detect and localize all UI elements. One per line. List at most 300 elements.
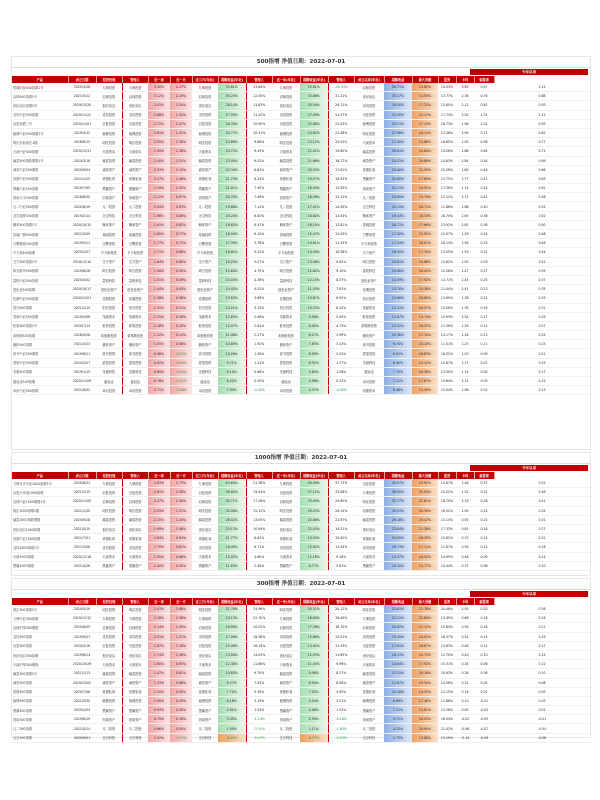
table-cell: 衍复指增三号 [12,119,68,128]
table-cell: 1.56% [246,349,272,358]
table-cell: 0.08 [474,660,494,669]
table-cell: 诚奇中证500增强 [12,165,68,174]
table-cell: 量锐科技 [354,266,384,275]
table-cell: 启林投资 [122,92,148,101]
table-cell: 0.37 [474,479,494,488]
table-cell: 0.21 [474,515,494,524]
table-cell: 龙旗科技 [122,367,148,376]
table-cell: 佳期投资 [122,294,148,303]
table-cell: 因诺资产 [96,715,122,724]
table-cell: 11.45% [300,660,328,669]
table-cell: 21.38% [246,479,272,488]
table-cell: 17.36% [300,623,328,632]
table-cell: 乾象投资 [354,312,384,321]
table-cell: 衍复投资 [272,641,300,650]
table-cell: 衍复投资 [192,488,218,497]
table-cell: 16.80% [412,294,438,303]
table-cell: 24.31% [384,156,412,165]
table-cell: 诚奇资产 [122,165,148,174]
table-cell: 0.94% [170,534,192,543]
table-cell: 鸣石投资 [354,257,384,266]
table-cell: 0.52 [494,479,590,488]
table-cell: 27.13% [412,119,438,128]
table-cell: 1.40% [148,561,170,570]
table-cell: 0.66% [170,248,192,257]
table-cell: 1.58% [148,266,170,275]
table-cell: 2020/8/05 [68,623,96,632]
table-cell: -0.03 [474,706,494,715]
table-cell: 18.38% [246,632,272,641]
table-cell: 2019/12/31 [68,147,96,156]
table-cell: 22.45% [300,524,328,533]
table-cell: 念空科技 [354,202,384,211]
table-cell: 0.14 [474,632,494,641]
table-cell: 0.07 [474,358,494,367]
table-cell: 9.70% [246,669,272,678]
table-cell: 诚奇资产 [122,678,148,687]
table-cell: 27.09% [300,110,328,119]
table-cell: 2.19% [148,184,170,193]
table-cell: 0.15 [474,321,494,330]
table-cell: 16.70% [328,623,354,632]
table-cell: 26.18% [384,515,412,524]
table-cell: 0.55% [170,561,192,570]
table-cell: 0.17 [494,641,590,650]
table-cell: 15.86% [412,138,438,147]
table-cell: 鸣石傲华500指增 [12,266,68,275]
table-cell: 13.05% [246,515,272,524]
table-cell: 黑翼资产 [272,561,300,570]
table-cell: -1.85% [328,724,354,733]
header-row [12,76,590,83]
column-header: 超额收益 [384,598,412,605]
table-cell: 0.20 [474,605,494,614]
table-cell: 11.29% [328,239,354,248]
header-row [12,472,590,479]
table-cell: 0.52 [456,632,474,641]
table-cell: -3.31% [246,724,272,733]
table-cell: 13.54% [328,211,354,220]
table-cell: 19.60% [328,147,354,156]
table-cell: 世纪前沿 [96,101,122,110]
table-cell: 5.78% [246,239,272,248]
table-cell: 9.02% [246,156,272,165]
table-cell: 衍复投资 [96,488,122,497]
table-cell: 1.35 [456,303,474,312]
table-cell: 21.12% [412,623,438,632]
table-cell: 赫富投资 [122,669,148,678]
table-cell: 8.82% [246,534,272,543]
table-cell: 22.84% [412,614,438,623]
column-header: 卡玛 [456,76,474,83]
table-cell: 明汯投资 [192,506,218,515]
table-cell: 11.53% [300,285,328,294]
table-cell: 11.67% [384,678,412,687]
table-cell: 宽德私募 [354,687,384,696]
table-cell: 13.21% [218,303,246,312]
table-cell: 九坤投资 [192,83,218,92]
table-cell: 0.49 [474,165,494,174]
table-cell: 世纪前沿 [192,524,218,533]
column-header: 管理人 [122,76,148,83]
table-cell: 1.20% [148,687,170,696]
table-cell: 世纪前沿 [192,650,218,659]
table-cell: 17.92% [412,660,438,669]
table-cell: 12.15% [300,275,328,284]
table-cell: 世纪前沿 [354,92,384,101]
table-row [12,687,590,696]
table-cell: 16.81% [218,248,246,257]
table-cell: 0.37 [494,275,590,284]
table-cell: 10.20% [300,303,328,312]
table-cell: 17.06% [218,632,246,641]
table-cell: 0.03 [474,377,494,386]
table-cell: -0.05 [474,715,494,724]
table-cell: 18.35% [412,534,438,543]
table-cell: 因诺资产 [272,193,300,202]
table-cell: 21.74% [218,174,246,183]
section-title [12,579,590,590]
table-cell: 1.50% [218,724,246,733]
table-cell: 世纪前沿 [122,101,148,110]
section-500 [11,56,591,450]
table-cell: 0.08% [170,340,192,349]
table-cell: 15.12% [246,506,272,515]
table-cell: 16.16% [412,669,438,678]
table-cell: 33.11% [384,119,412,128]
table-cell: 0.31 [474,248,494,257]
table-cell: 15.81% [384,257,412,266]
table-cell: 天演资本 [272,147,300,156]
table-cell: 28.14% [218,101,246,110]
table-cell: 27.40% [384,138,412,147]
table-cell: 19.47% [412,515,438,524]
table-cell: 20.13% [218,614,246,623]
table-cell: 白鹭资管 [272,239,300,248]
table-cell: 0.48 [456,552,474,561]
table-cell: 茂源资本 [96,312,122,321]
table-cell: 因诺天丰500指增 [12,193,68,202]
column-header: 近三月(年化) [192,472,218,479]
table-cell: 20.52% [328,138,354,147]
table-cell: 23.12% [300,138,328,147]
table-cell: 30.50% [300,101,328,110]
column-header: 近一年(年化) [272,472,300,479]
table-row [12,715,590,724]
table-cell: 21.01% [218,184,246,193]
table-cell: 量锐科技 [192,275,218,284]
table-cell: 12.04% [438,386,456,395]
table-row [12,733,590,742]
table-cell: 1.43% [170,623,192,632]
table-cell: 0.98% [148,349,170,358]
table-cell: 世纪前沿 [122,524,148,533]
table-cell: 15.64% [438,377,456,386]
table-cell: 0.31% [170,303,192,312]
table-cell: 6.48% [384,386,412,395]
table-cell: 21.78% [218,605,246,614]
table-cell: 明汯投资 [354,605,384,614]
table-cell: 43.64% [218,479,246,488]
table-cell: 25.13% [218,524,246,533]
table-cell: 1.23 [456,340,474,349]
table-cell: 平方和投资 [354,239,384,248]
table-cell: 2018/8/30 [68,193,96,202]
table-cell: 2018/9/28 [68,331,96,340]
table-cell: 念空科技 [354,733,384,742]
table-cell: 22.11% [384,614,412,623]
table-cell: 0.29 [494,312,590,321]
table-cell: -0.03% [170,349,192,358]
table-cell: 1.20 [456,349,474,358]
table-cell: 明汯价值成长1期 [12,138,68,147]
table-cell: 衍复投资 [272,119,300,128]
table-cell: 龙旗科技 [192,367,218,376]
table-cell: 进化论资产 [192,285,218,294]
table-cell: 平方和投资 [272,248,300,257]
table-cell: 0.12 [474,641,494,650]
table-cell: 4.73% [328,321,354,330]
table-cell: 希格斯投资 [354,321,384,330]
table-cell: 白鹭资管 [354,230,384,239]
table-cell: 18.70% [438,497,456,506]
table-cell: 10.94% [246,524,272,533]
ytd-label: 今年以来 [470,591,588,597]
table-cell: 2020/12/18 [68,552,96,561]
column-header: 近一月 [170,472,192,479]
table-row [12,83,590,92]
table-cell: 0.46 [494,488,590,497]
table-cell: 洛书投资 [354,340,384,349]
table-cell: 14.39% [384,275,412,284]
table-cell: 15.47% [300,230,328,239]
table-cell: 3.12% [148,92,170,101]
table-cell: 进化论500指增 [12,285,68,294]
table-cell: 27.59% [218,110,246,119]
table-cell: 10.31% [246,128,272,137]
table-cell: 0.26% [170,312,192,321]
table-cell: 17.89% [412,174,438,183]
table-cell: 赫富投资 [192,156,218,165]
table-cell: 14.67% [438,479,456,488]
table-cell: 稳博投资 [272,696,300,705]
table-cell: 19.68% [412,257,438,266]
table-cell: 20.39% [412,506,438,515]
table-cell: 1.73% [170,479,192,488]
table-cell: 黑翼资产 [354,561,384,570]
table-cell: 11.65% [328,650,354,659]
table-cell: 5.36% [246,687,272,696]
table-cell: 黑翼资产 [122,561,148,570]
table-cell: 0.79% [148,715,170,724]
table-cell: 卓识投资 [272,386,300,395]
table-cell: 2.49% [246,561,272,570]
table-cell: 明汯投资 [96,506,122,515]
table-cell: 20.90% [384,193,412,202]
table-cell: 鸣石投资 [192,266,218,275]
table-cell: 黑翼资产 [272,706,300,715]
table-cell: 1.52% [170,110,192,119]
table-cell: 14.81% [300,239,328,248]
table-cell: 0.93% [170,202,192,211]
table-cell: 赫富投资 [354,515,384,524]
table-cell: 1.55% [148,552,170,561]
table-cell: 宽德300指增 [12,687,68,696]
column-header: 近一周 [148,472,170,479]
table-cell: 世纪前沿300指增 [12,650,68,659]
table-cell: 8.37% [328,275,354,284]
table-cell: 1.06% [328,367,354,376]
table-cell: 10.67% [438,358,456,367]
table-cell: 世纪前沿 [96,650,122,659]
table-cell: 24.96% [246,605,272,614]
table-cell: 8.52% [218,377,246,386]
table-cell: 4.38% [246,275,272,284]
table-cell: 39.82% [218,488,246,497]
table-cell: 1.44% [170,497,192,506]
table-cell: 2021/1/25 [68,174,96,183]
table-cell: 17.25% [412,101,438,110]
table-cell: 恒德资本 [354,386,384,395]
table-cell: 衍复300指增 [12,641,68,650]
table-cell: 洛书投资 [96,349,122,358]
table-cell: 19.43% [384,211,412,220]
table-cell: 0.35 [494,506,590,515]
table-cell: 念空科技 [122,211,148,220]
table-cell: 15.49% [218,641,246,650]
table-cell: 21.71% [384,184,412,193]
table-cell: 赫富投资 [272,515,300,524]
table-cell: 15.62% [300,543,328,552]
table-cell: 2.01% [148,632,170,641]
table-cell: 11.86% [438,696,456,705]
table-cell: 11.67% [438,543,456,552]
table-cell: 22.60% [384,174,412,183]
table-cell: 19.10% [384,632,412,641]
table-cell: 宽德私募 [272,534,300,543]
table-cell: 2.28% [148,614,170,623]
table-cell: 2019/11/22 [68,110,96,119]
table-cell: 0.66 [494,165,590,174]
table-cell: 星阔投资 [122,230,148,239]
table-cell: 0.55% [170,687,192,696]
table-cell: 3.24% [328,340,354,349]
table-cell: 0.61 [494,184,590,193]
table-cell: 0.33 [474,239,494,248]
table-cell: 1.68% [170,605,192,614]
table-cell: 0.18 [494,543,590,552]
column-header: 成立日期 [68,598,96,605]
table-cell: 希格斯投资 [96,331,122,340]
table-cell: 0.70 [456,534,474,543]
table-cell: 盛冠达 [354,367,384,376]
table-cell: 磐松500指增 [12,340,68,349]
table-cell: 佳期投资 [272,294,300,303]
table-cell: 24.02% [412,632,438,641]
table-cell: 黑翼资产 [122,184,148,193]
table-cell: 0.42 [474,193,494,202]
table-cell: 2020/6/19 [68,202,96,211]
table-cell: 0.81 [456,524,474,533]
table-row [12,614,590,623]
table-cell: 蒙玺投资 [192,358,218,367]
table-cell: 27.98% [384,128,412,137]
table-cell: 磐松资产 [354,331,384,340]
column-header: 超额收益(年化) [300,472,328,479]
table-cell: 2019/6/11 [68,349,96,358]
table-cell: 平方和投资 [96,248,122,257]
table-cell: 15.49% [412,386,438,395]
table-cell: 12.57% [438,230,456,239]
table-cell: 2.61% [148,128,170,137]
table-cell: 念空300指增 [12,733,68,742]
table-cell: 12.93% [300,650,328,659]
table-cell: 14.30% [328,202,354,211]
table-cell: 伯兄投资 [96,303,122,312]
table-cell: 1.44% [148,285,170,294]
table-cell: 2.40% [148,156,170,165]
table-cell: 10.18% [384,687,412,696]
table-cell: 11.44% [438,285,456,294]
table-cell: 0.38 [474,211,494,220]
table-cell: 灵均投资 [96,543,122,552]
table-cell: 16.14% [438,239,456,248]
table-cell: 13.83% [218,294,246,303]
table-row [12,506,590,515]
table-cell: 明汯投资 [272,138,300,147]
table-cell: 14.71% [438,275,456,284]
table-cell: 7.63% [300,340,328,349]
table-cell: 12.05% [328,230,354,239]
table-cell: 0.10 [456,696,474,705]
table-cell: 蒙玺投资 [272,358,300,367]
table-cell: 0.68% [170,678,192,687]
table-cell: 5.62% [300,367,328,376]
table-cell: 0.77% [170,230,192,239]
table-cell: 1.87% [148,641,170,650]
table-cell: 12.15% [438,687,456,696]
column-header: 超额收益(年化) [300,76,328,83]
table-cell: 艾方资产 [354,248,384,257]
table-cell: 2020/3/18 [68,156,96,165]
table-cell: 23.84% [384,524,412,533]
table-cell: 1.99% [148,524,170,533]
table-cell: 17.41% [300,202,328,211]
table-cell: 2020/12/01 [68,294,96,303]
table-cell: 31.21% [328,92,354,101]
table-cell: 0.86% [246,367,272,376]
table-cell: 22.70% [246,614,272,623]
table-cell: 9.96% [328,660,354,669]
table-cell: 21.66% [300,156,328,165]
table-cell: 概率资产 [354,211,384,220]
table-cell: 因诺资产 [192,715,218,724]
table-cell: 茂源资本 [192,312,218,321]
table-cell: 乾象投资 [122,321,148,330]
table-cell: 天演资本 [272,660,300,669]
table-cell: 九坤投资 [272,83,300,92]
table-cell: 星阔广厦500指增 [12,230,68,239]
table-cell: 9.58% [300,312,328,321]
table-cell: 1.36% [170,138,192,147]
table-cell: 宽德私募 [354,165,384,174]
column-header: 近一周 [148,598,170,605]
table-cell: 1.44 [456,275,474,284]
table-cell: 2.75% [384,733,412,742]
table-cell: 0.63 [494,174,590,183]
table-cell: 1.54% [170,101,192,110]
table-cell: 11.02% [384,321,412,330]
